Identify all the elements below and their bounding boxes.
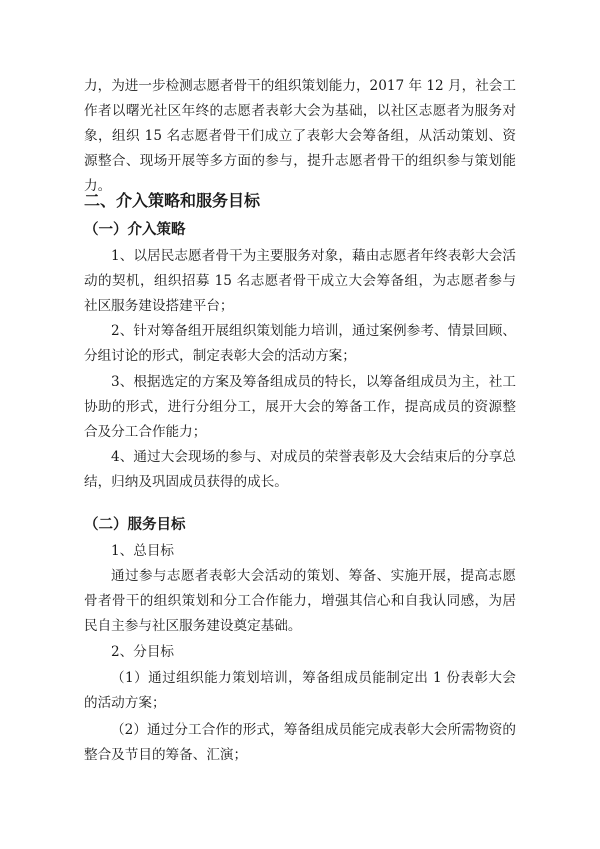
section-2-heading: 二、介入策略和服务目标 [84,191,261,210]
subsection-strategy-heading: （一）介入策略 [84,222,186,238]
sub-goal-1: （1）通过组织能力策划培训，筹备组成员能制定出 1 份表彰大会的活动方案； [84,670,516,711]
intro-paragraph: 力，为进一步检测志愿者骨干的组织策划能力，2017 年 12 月，社会工作者以曙光社区年终的志愿者表彰大会为基础，以社区志愿者为服务对象，组织 15 名志愿者骨干们成立了表彰大会筹备组，从活动策划、资源整合、现场开展等多方面的参与，提升志愿者骨干的组织参与策划能力。 [84,78,516,194]
overall-goal-text: 通过参与志愿者表彰大会活动的策划、筹备、实施开展，提高志愿骨者骨干的组织策划和分工合作能力，增强其信心和自我认同感，为居民自主参与社区服务建设奠定基础。 [84,568,516,634]
overall-goal-label: 1、总目标 [111,543,175,559]
strategy-item-2: 2、针对筹备组开展组织策划能力培训，通过案例参考、情景回顾、分组讨论的形式，制定表彰大会的活动方案； [84,323,516,364]
sub-goal-label: 2、分目标 [111,644,175,660]
strategy-item-3: 3、根据选定的方案及筹备组成员的特长，以筹备组成员为主，社工协助的形式，进行分组分工，展开大会的筹备工作，提高成员的资源整合及分工合作能力； [84,374,516,440]
strategy-item-4: 4、通过大会现场的参与、对成员的荣誉表彰及大会结束后的分享总结，归纳及巩固成员获得的成长。 [84,449,516,490]
strategy-item-1: 1、以居民志愿者骨干为主要服务对象，藉由志愿者年终表彰大会活动的契机，组织招募 15 名志愿者骨干成立大会筹备组，为志愿者参与社区服务建设搭建平台； [84,248,516,314]
sub-goal-2: （2）通过分工合作的形式，筹备组成员能完成表彰大会所需物资的整合及节目的筹备、汇演； [84,722,516,763]
subsection-goals-heading: （二）服务目标 [84,517,186,533]
